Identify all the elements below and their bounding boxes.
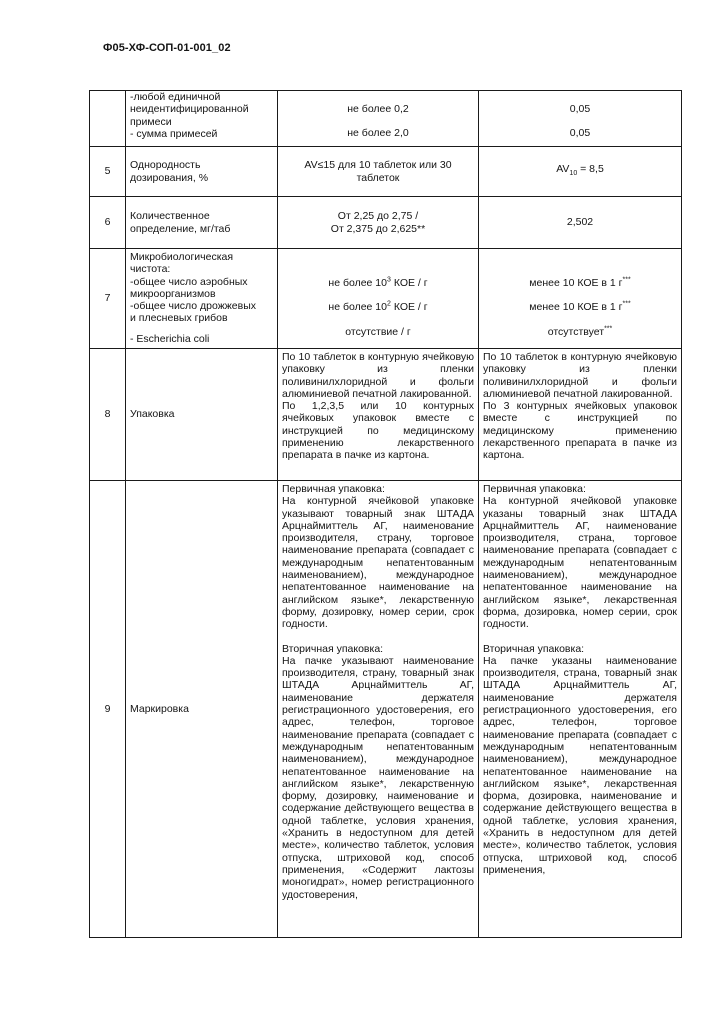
impurity-single-result: 0,05 xyxy=(569,103,591,115)
uniformity-result-prefix: AV xyxy=(556,162,570,175)
assay-requirement-2: От 2,375 до 2,625** xyxy=(330,222,426,235)
impurity-sum-label: - сумма примесей xyxy=(130,127,218,140)
packaging-requirement-p1: По 10 таблеток в контурную ячейковую упаковку из пленки поливинилхлоридной и фольги алюминиевой печатной лакированной. xyxy=(282,351,474,400)
row-number: 7 xyxy=(90,249,126,349)
assay-requirement-1: От 2,25 до 2,75 / xyxy=(337,210,419,223)
row-number: 5 xyxy=(90,147,126,197)
micro-ecoli-requirement: отсутствие / г xyxy=(345,325,411,338)
micro-ecoli-label: - Escherichia coli xyxy=(130,332,210,345)
assay-requirement xyxy=(278,197,479,249)
packaging-result-p2: По 3 контурных ячейковых упаковок вместе с инструкцией по медицинскому применению лекарственного препарата в пачке из картона. xyxy=(483,400,677,462)
row-assay xyxy=(90,197,682,249)
labeling-result-heading-secondary: Вторичная упаковка: xyxy=(483,642,585,655)
result-cell xyxy=(479,249,682,349)
labeling-requirement-secondary: На пачке указывают наименование производителя, страну, товарный знак ШТАДА Арцнаймиттель АГ, наименование держателя регистрационного удостоверения, его адрес, телефон, торговое наименование препарата (совпадает с международным непатентованным наименованием), международное непатентованное наименование на английском языке*, лекарственную форму, дозировку, наименование и содержание действующего вещества в одной таблетке, условия хранения, «Хранить в недоступном для детей месте», количество таблеток, условия отпуска, штриховой код, способ применения, «Содержит лактозы моногидрат», номер регистрационного удостоверения, xyxy=(282,654,474,901)
labeling-result-secondary: На пачке указаны наименование производителя, страна, товарный знак ШТАДА Арцнаймиттель АГ, наименование держателя регистрационного удостоверения, его адрес, телефон, торговое наименование препарата (совпадает с международным непатентованным наименованием), международное непатентованное наименование на английском языке*, лекарственная форма, дозировка, наименование и содержание действующего вещества в одной таблетке, условия хранения, «Хранить в недоступном для детей месте», количество таблеток, условия отпуска, штриховой код, способ применения, xyxy=(483,654,677,876)
labeling-requirement xyxy=(278,481,479,938)
packaging-requirement-p2: По 1,2,3,5 или 10 контурных ячейковых упаковок вместе с инструкцией по медицинскому применению лекарственного препарата в пачке из картона. xyxy=(282,400,474,462)
labeling-requirement-heading-secondary: Вторичная упаковка: xyxy=(282,642,384,655)
packaging-label: Упаковка xyxy=(126,349,278,481)
uniformity-requirement: AV≤15 для 10 таблеток или 30 таблеток xyxy=(278,147,479,197)
micro-ecoli-result: отсутствует*** xyxy=(547,325,613,338)
micro-label-2: чистота: xyxy=(130,263,171,276)
row-impurities xyxy=(90,91,682,147)
uniformity-result-subscript: 10 xyxy=(569,169,578,177)
packaging-result xyxy=(479,349,682,481)
labeling-result-primary: На контурной ячейковой упаковке указаны товарный знак ШТАДА Арцнаймиттель АГ, наименование производителя, страна, торговое наименование препарата (совпадает с международным непатентованным наименованием), международное непатентованное наименование на английском языке*, лекарственная форма, дозировка, номер серии, срок годности. xyxy=(483,495,677,631)
micro-label-1: Микробиологическая xyxy=(130,251,234,263)
impurity-single-requirement: не более 0,2 xyxy=(347,103,409,115)
row-packaging xyxy=(90,349,682,481)
row-number: 6 xyxy=(90,197,126,249)
row-number: 8 xyxy=(90,349,126,481)
micro-aerobic-requirement: не более $10^3$ КОЕ / г xyxy=(328,276,428,289)
requirement-cell xyxy=(278,91,479,147)
packaging-result-p1: По 10 таблеток в контурную ячейковую упаковку из пленки поливинилхлоридной и фольги алюминиевой печатной лакированной. xyxy=(483,351,677,400)
labeling-label: Маркировка xyxy=(126,481,278,938)
impurity-single-label-3: примеси xyxy=(130,115,172,128)
parameter-name-cell xyxy=(126,197,278,249)
parameter-name-cell xyxy=(126,91,278,147)
row-labeling xyxy=(90,481,682,938)
labeling-result xyxy=(479,481,682,938)
result-cell xyxy=(479,91,682,147)
micro-yeast-result: менее 10 КОЕ в 1 г*** xyxy=(529,300,631,314)
requirement-cell xyxy=(278,249,479,349)
impurity-sum-requirement: не более 2,0 xyxy=(347,127,409,140)
micro-label-4: микроорганизмов xyxy=(130,287,216,300)
row-microbiology xyxy=(90,249,682,349)
labeling-requirement-primary: На контурной ячейковой упаковке указывают товарный знак ШТАДА Арцнаймиттель АГ, наименование производителя, страну, торговое наименование препарата (совпадает с международным непатентованным наименованием), международное непатентованное наименование на английском языке*, лекарственную форму, дозировку, номер серии, срок годности. xyxy=(282,495,474,631)
impurity-single-label-2: неидентифицированной xyxy=(130,103,249,116)
row-number: 9 xyxy=(90,481,126,938)
specification-table xyxy=(89,90,682,938)
parameter-name-cell xyxy=(126,249,278,349)
uniformity-result xyxy=(479,147,682,197)
impurity-sum-result: 0,05 xyxy=(569,127,591,140)
micro-aerobic-result: менее 10 КОЕ в 1 г*** xyxy=(529,276,631,289)
document-code: Ф05-ХФ-СОП-01-001_02 xyxy=(103,42,231,54)
impurity-single-label-1: -любой единичной xyxy=(130,91,221,103)
parameter-name-cell xyxy=(126,147,278,197)
assay-result: 2,502 xyxy=(479,197,682,249)
labeling-requirement-heading-primary: Первичная упаковка: xyxy=(282,483,385,495)
row-uniformity xyxy=(90,147,682,197)
assay-label-2: определение, мг/таб xyxy=(130,222,231,235)
uniformity-label-2: дозирования, % xyxy=(130,171,209,184)
micro-yeast-requirement: не более $10^2$ КОЕ / г xyxy=(328,300,428,314)
micro-label-6: и плесневых грибов xyxy=(130,312,228,325)
micro-label-5: -общее число дрожжевых xyxy=(130,300,257,313)
uniformity-result-value: = 8,5 xyxy=(577,162,604,175)
row-number-cell xyxy=(90,91,126,147)
uniformity-label-1: Однородность xyxy=(130,159,201,172)
micro-label-3: -общее число аэробных xyxy=(130,275,248,288)
labeling-result-heading-primary: Первичная упаковка: xyxy=(483,483,586,495)
packaging-requirement xyxy=(278,349,479,481)
assay-label-1: Количественное xyxy=(130,210,210,223)
